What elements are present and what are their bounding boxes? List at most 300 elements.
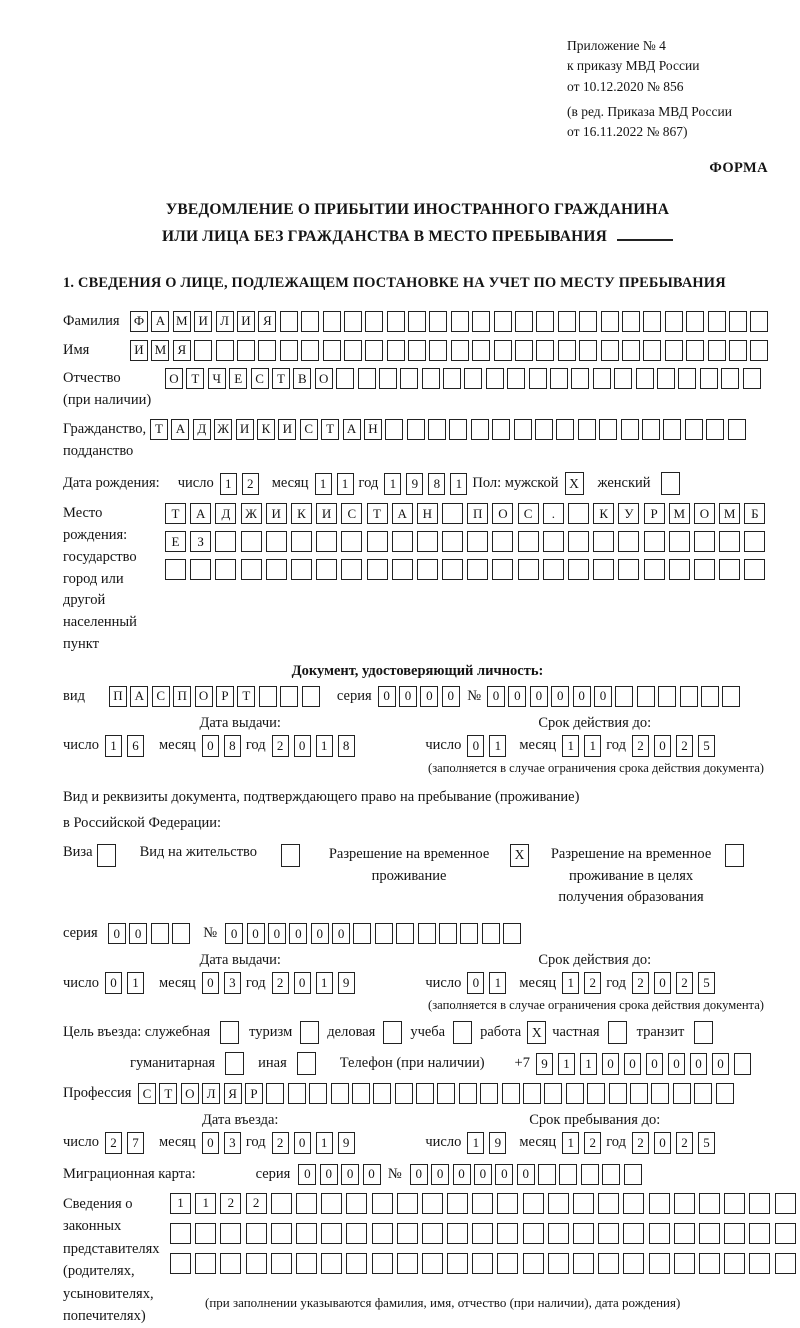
char-cell[interactable] <box>643 340 661 361</box>
char-cell[interactable] <box>578 419 596 440</box>
char-cell[interactable] <box>729 311 747 332</box>
char-cell[interactable]: О <box>492 503 513 524</box>
char-cell[interactable] <box>518 531 539 552</box>
char-cell[interactable]: К <box>291 503 312 524</box>
char-cell[interactable]: 1 <box>316 735 333 757</box>
char-cell[interactable] <box>622 340 640 361</box>
char-cell[interactable] <box>694 531 715 552</box>
char-cell[interactable]: 0 <box>247 923 265 944</box>
char-cell[interactable] <box>372 1193 393 1214</box>
char-cell[interactable] <box>694 559 715 580</box>
char-cell[interactable] <box>750 311 768 332</box>
char-cell[interactable]: 0 <box>474 1164 492 1185</box>
char-cell[interactable]: Е <box>229 368 247 389</box>
purpose-other-checkbox[interactable] <box>297 1052 316 1075</box>
char-cell[interactable] <box>744 531 765 552</box>
char-cell[interactable] <box>246 1223 267 1244</box>
char-cell[interactable] <box>365 311 383 332</box>
char-cell[interactable] <box>573 1193 594 1214</box>
char-cell[interactable] <box>579 340 597 361</box>
char-cell[interactable] <box>397 1223 418 1244</box>
char-cell[interactable]: 3 <box>224 1132 241 1154</box>
char-cell[interactable] <box>172 923 190 944</box>
char-cell[interactable] <box>341 559 362 580</box>
char-cell[interactable]: С <box>251 368 269 389</box>
char-cell[interactable] <box>599 419 617 440</box>
temp-permit-edu-checkbox[interactable] <box>725 844 744 867</box>
char-cell[interactable] <box>417 531 438 552</box>
char-cell[interactable] <box>429 311 447 332</box>
char-cell[interactable]: Я <box>224 1083 242 1104</box>
char-cell[interactable]: М <box>719 503 740 524</box>
char-cell[interactable] <box>271 1223 292 1244</box>
char-cell[interactable]: 1 <box>384 473 401 495</box>
char-cell[interactable] <box>523 1223 544 1244</box>
char-cell[interactable] <box>194 340 212 361</box>
char-cell[interactable] <box>497 1223 518 1244</box>
char-cell[interactable]: Т <box>321 419 339 440</box>
char-cell[interactable]: М <box>173 311 191 332</box>
char-cell[interactable]: 7 <box>127 1132 144 1154</box>
char-cell[interactable] <box>451 340 469 361</box>
char-cell[interactable]: 0 <box>431 1164 449 1185</box>
char-cell[interactable] <box>579 311 597 332</box>
char-cell[interactable]: 1 <box>489 972 506 994</box>
temp-permit-checkbox[interactable]: X <box>510 844 529 867</box>
char-cell[interactable] <box>367 559 388 580</box>
char-cell[interactable] <box>215 531 236 552</box>
char-cell[interactable] <box>190 559 211 580</box>
char-cell[interactable] <box>486 368 504 389</box>
residence-permit-checkbox[interactable] <box>281 844 300 867</box>
char-cell[interactable]: И <box>236 419 254 440</box>
char-cell[interactable]: Н <box>364 419 382 440</box>
char-cell[interactable]: О <box>195 686 213 707</box>
char-cell[interactable]: О <box>315 368 333 389</box>
char-cell[interactable] <box>375 923 393 944</box>
char-cell[interactable] <box>644 531 665 552</box>
char-cell[interactable] <box>396 923 414 944</box>
char-cell[interactable] <box>321 1223 342 1244</box>
char-cell[interactable]: 0 <box>341 1164 359 1185</box>
char-cell[interactable] <box>422 368 440 389</box>
char-cell[interactable] <box>734 1053 751 1075</box>
char-cell[interactable] <box>417 559 438 580</box>
char-cell[interactable] <box>494 340 512 361</box>
char-cell[interactable] <box>643 311 661 332</box>
purpose-study-checkbox[interactable] <box>453 1021 472 1044</box>
char-cell[interactable] <box>258 340 276 361</box>
char-cell[interactable] <box>673 1083 691 1104</box>
char-cell[interactable]: 1 <box>562 972 579 994</box>
sex-female-checkbox[interactable] <box>661 472 680 495</box>
char-cell[interactable] <box>728 419 746 440</box>
char-cell[interactable] <box>385 419 403 440</box>
char-cell[interactable] <box>447 1253 468 1274</box>
char-cell[interactable] <box>657 368 675 389</box>
char-cell[interactable]: 0 <box>487 686 505 707</box>
char-cell[interactable] <box>170 1253 191 1274</box>
char-cell[interactable] <box>514 419 532 440</box>
char-cell[interactable] <box>497 1253 518 1274</box>
char-cell[interactable]: К <box>593 503 614 524</box>
char-cell[interactable] <box>395 1083 413 1104</box>
char-cell[interactable] <box>669 559 690 580</box>
char-cell[interactable]: 1 <box>220 473 237 495</box>
char-cell[interactable]: Т <box>150 419 168 440</box>
char-cell[interactable] <box>729 340 747 361</box>
char-cell[interactable] <box>621 419 639 440</box>
char-cell[interactable] <box>678 368 696 389</box>
char-cell[interactable] <box>266 1083 284 1104</box>
char-cell[interactable] <box>515 311 533 332</box>
char-cell[interactable] <box>195 1223 216 1244</box>
char-cell[interactable]: 9 <box>338 1132 355 1154</box>
char-cell[interactable] <box>571 368 589 389</box>
char-cell[interactable] <box>699 1193 720 1214</box>
char-cell[interactable]: 1 <box>337 473 354 495</box>
char-cell[interactable] <box>651 1083 669 1104</box>
char-cell[interactable] <box>618 559 639 580</box>
char-cell[interactable] <box>397 1253 418 1274</box>
char-cell[interactable] <box>724 1253 745 1274</box>
char-cell[interactable]: Я <box>173 340 191 361</box>
char-cell[interactable] <box>550 368 568 389</box>
char-cell[interactable] <box>443 368 461 389</box>
char-cell[interactable]: 0 <box>202 972 219 994</box>
char-cell[interactable] <box>165 559 186 580</box>
char-cell[interactable]: 0 <box>646 1053 663 1075</box>
char-cell[interactable]: И <box>130 340 148 361</box>
char-cell[interactable]: 1 <box>489 735 506 757</box>
char-cell[interactable]: 1 <box>580 1053 597 1075</box>
char-cell[interactable] <box>220 1223 241 1244</box>
char-cell[interactable] <box>581 1164 599 1185</box>
char-cell[interactable]: А <box>392 503 413 524</box>
char-cell[interactable] <box>451 311 469 332</box>
char-cell[interactable] <box>353 923 371 944</box>
char-cell[interactable]: 0 <box>668 1053 685 1075</box>
char-cell[interactable] <box>649 1253 670 1274</box>
char-cell[interactable] <box>439 923 457 944</box>
char-cell[interactable] <box>492 559 513 580</box>
char-cell[interactable] <box>699 1223 720 1244</box>
char-cell[interactable]: С <box>152 686 170 707</box>
char-cell[interactable] <box>472 340 490 361</box>
char-cell[interactable] <box>460 923 478 944</box>
char-cell[interactable] <box>518 559 539 580</box>
char-cell[interactable]: А <box>343 419 361 440</box>
char-cell[interactable]: И <box>278 419 296 440</box>
char-cell[interactable] <box>447 1223 468 1244</box>
char-cell[interactable]: Ж <box>241 503 262 524</box>
char-cell[interactable]: 0 <box>294 972 311 994</box>
char-cell[interactable]: 0 <box>202 1132 219 1154</box>
char-cell[interactable]: Т <box>159 1083 177 1104</box>
char-cell[interactable]: 2 <box>584 1132 601 1154</box>
char-cell[interactable] <box>215 559 236 580</box>
char-cell[interactable]: 8 <box>428 473 445 495</box>
char-cell[interactable] <box>280 686 298 707</box>
char-cell[interactable] <box>538 1164 556 1185</box>
char-cell[interactable]: И <box>316 503 337 524</box>
char-cell[interactable] <box>775 1253 796 1274</box>
char-cell[interactable] <box>271 1253 292 1274</box>
char-cell[interactable] <box>593 368 611 389</box>
char-cell[interactable] <box>296 1193 317 1214</box>
char-cell[interactable] <box>644 559 665 580</box>
char-cell[interactable] <box>665 340 683 361</box>
char-cell[interactable] <box>674 1223 695 1244</box>
char-cell[interactable]: Т <box>186 368 204 389</box>
purpose-business-checkbox[interactable] <box>383 1021 402 1044</box>
char-cell[interactable]: 1 <box>562 735 579 757</box>
char-cell[interactable]: Р <box>245 1083 263 1104</box>
char-cell[interactable]: 0 <box>654 972 671 994</box>
char-cell[interactable] <box>246 1253 267 1274</box>
char-cell[interactable]: М <box>669 503 690 524</box>
char-cell[interactable] <box>346 1223 367 1244</box>
char-cell[interactable] <box>323 311 341 332</box>
char-cell[interactable] <box>346 1253 367 1274</box>
char-cell[interactable] <box>556 419 574 440</box>
char-cell[interactable] <box>266 559 287 580</box>
char-cell[interactable] <box>544 1083 562 1104</box>
char-cell[interactable]: М <box>151 340 169 361</box>
char-cell[interactable] <box>428 419 446 440</box>
char-cell[interactable] <box>418 923 436 944</box>
char-cell[interactable]: 0 <box>654 1132 671 1154</box>
char-cell[interactable]: 5 <box>698 1132 715 1154</box>
char-cell[interactable] <box>316 531 337 552</box>
char-cell[interactable]: 2 <box>632 1132 649 1154</box>
char-cell[interactable] <box>480 1083 498 1104</box>
char-cell[interactable]: 9 <box>406 473 423 495</box>
char-cell[interactable]: 1 <box>170 1193 191 1214</box>
char-cell[interactable] <box>422 1193 443 1214</box>
char-cell[interactable]: 9 <box>338 972 355 994</box>
char-cell[interactable]: С <box>341 503 362 524</box>
char-cell[interactable]: Ф <box>130 311 148 332</box>
char-cell[interactable] <box>749 1223 770 1244</box>
char-cell[interactable]: 0 <box>594 686 612 707</box>
char-cell[interactable]: 0 <box>363 1164 381 1185</box>
char-cell[interactable] <box>442 531 463 552</box>
char-cell[interactable]: И <box>237 311 255 332</box>
char-cell[interactable] <box>220 1253 241 1274</box>
char-cell[interactable]: О <box>165 368 183 389</box>
char-cell[interactable]: 1 <box>316 972 333 994</box>
char-cell[interactable] <box>447 1193 468 1214</box>
char-cell[interactable]: 9 <box>536 1053 553 1075</box>
char-cell[interactable] <box>566 1083 584 1104</box>
char-cell[interactable] <box>280 340 298 361</box>
char-cell[interactable] <box>598 1223 619 1244</box>
char-cell[interactable] <box>601 311 619 332</box>
char-cell[interactable] <box>649 1223 670 1244</box>
char-cell[interactable] <box>472 1193 493 1214</box>
char-cell[interactable] <box>392 559 413 580</box>
char-cell[interactable] <box>321 1253 342 1274</box>
char-cell[interactable] <box>266 531 287 552</box>
char-cell[interactable] <box>558 311 576 332</box>
char-cell[interactable]: С <box>300 419 318 440</box>
char-cell[interactable]: Т <box>367 503 388 524</box>
char-cell[interactable] <box>593 531 614 552</box>
char-cell[interactable] <box>400 368 418 389</box>
char-cell[interactable] <box>548 1253 569 1274</box>
char-cell[interactable] <box>237 340 255 361</box>
char-cell[interactable] <box>775 1193 796 1214</box>
char-cell[interactable] <box>686 340 704 361</box>
char-cell[interactable]: 5 <box>698 735 715 757</box>
purpose-work-checkbox[interactable]: X <box>527 1021 546 1044</box>
char-cell[interactable] <box>609 1083 627 1104</box>
char-cell[interactable] <box>636 368 654 389</box>
char-cell[interactable] <box>316 559 337 580</box>
char-cell[interactable] <box>674 1253 695 1274</box>
char-cell[interactable] <box>429 340 447 361</box>
char-cell[interactable] <box>706 419 724 440</box>
char-cell[interactable]: 0 <box>453 1164 471 1185</box>
char-cell[interactable] <box>665 311 683 332</box>
char-cell[interactable]: 0 <box>129 923 147 944</box>
char-cell[interactable] <box>663 419 681 440</box>
char-cell[interactable] <box>699 1253 720 1274</box>
char-cell[interactable]: 2 <box>220 1193 241 1214</box>
char-cell[interactable] <box>719 559 740 580</box>
char-cell[interactable]: А <box>171 419 189 440</box>
char-cell[interactable] <box>373 1083 391 1104</box>
char-cell[interactable] <box>346 1193 367 1214</box>
char-cell[interactable]: Р <box>216 686 234 707</box>
char-cell[interactable] <box>302 686 320 707</box>
char-cell[interactable]: Д <box>215 503 236 524</box>
char-cell[interactable] <box>716 1083 734 1104</box>
char-cell[interactable] <box>598 1253 619 1274</box>
char-cell[interactable] <box>573 1223 594 1244</box>
char-cell[interactable] <box>601 340 619 361</box>
char-cell[interactable]: Л <box>202 1083 220 1104</box>
char-cell[interactable]: 0 <box>108 923 126 944</box>
char-cell[interactable] <box>558 340 576 361</box>
char-cell[interactable] <box>536 340 554 361</box>
char-cell[interactable]: 0 <box>311 923 329 944</box>
purpose-tourism-checkbox[interactable] <box>300 1021 319 1044</box>
char-cell[interactable] <box>743 368 761 389</box>
char-cell[interactable] <box>529 368 547 389</box>
char-cell[interactable] <box>387 340 405 361</box>
char-cell[interactable]: 0 <box>378 686 396 707</box>
char-cell[interactable] <box>708 340 726 361</box>
char-cell[interactable]: Б <box>744 503 765 524</box>
char-cell[interactable] <box>321 1193 342 1214</box>
char-cell[interactable] <box>397 1193 418 1214</box>
char-cell[interactable]: И <box>266 503 287 524</box>
char-cell[interactable] <box>216 340 234 361</box>
sex-male-checkbox[interactable]: X <box>565 472 584 495</box>
char-cell[interactable] <box>724 1193 745 1214</box>
purpose-transit-checkbox[interactable] <box>694 1021 713 1044</box>
char-cell[interactable] <box>392 531 413 552</box>
char-cell[interactable]: 2 <box>584 972 601 994</box>
char-cell[interactable] <box>630 1083 648 1104</box>
char-cell[interactable]: О <box>181 1083 199 1104</box>
char-cell[interactable]: 1 <box>450 473 467 495</box>
char-cell[interactable]: И <box>194 311 212 332</box>
char-cell[interactable]: У <box>618 503 639 524</box>
char-cell[interactable]: С <box>138 1083 156 1104</box>
char-cell[interactable] <box>241 531 262 552</box>
char-cell[interactable] <box>379 368 397 389</box>
char-cell[interactable] <box>323 340 341 361</box>
char-cell[interactable] <box>700 368 718 389</box>
char-cell[interactable] <box>724 1223 745 1244</box>
char-cell[interactable] <box>494 311 512 332</box>
char-cell[interactable] <box>749 1193 770 1214</box>
char-cell[interactable]: 0 <box>467 735 484 757</box>
char-cell[interactable] <box>708 311 726 332</box>
char-cell[interactable] <box>573 1253 594 1274</box>
char-cell[interactable] <box>437 1083 455 1104</box>
char-cell[interactable] <box>649 1193 670 1214</box>
purpose-humanitarian-checkbox[interactable] <box>225 1052 244 1075</box>
char-cell[interactable]: 0 <box>105 972 122 994</box>
char-cell[interactable] <box>492 419 510 440</box>
char-cell[interactable] <box>280 311 298 332</box>
char-cell[interactable]: . <box>543 503 564 524</box>
char-cell[interactable]: 8 <box>338 735 355 757</box>
char-cell[interactable]: 2 <box>105 1132 122 1154</box>
char-cell[interactable] <box>241 559 262 580</box>
char-cell[interactable]: 0 <box>298 1164 316 1185</box>
char-cell[interactable] <box>492 531 513 552</box>
char-cell[interactable] <box>291 531 312 552</box>
char-cell[interactable]: 2 <box>632 735 649 757</box>
char-cell[interactable] <box>459 1083 477 1104</box>
char-cell[interactable]: 0 <box>332 923 350 944</box>
char-cell[interactable]: 0 <box>399 686 417 707</box>
char-cell[interactable] <box>622 311 640 332</box>
char-cell[interactable]: А <box>151 311 169 332</box>
char-cell[interactable]: 3 <box>224 972 241 994</box>
char-cell[interactable] <box>151 923 169 944</box>
char-cell[interactable] <box>744 559 765 580</box>
char-cell[interactable]: 2 <box>272 735 289 757</box>
char-cell[interactable]: 5 <box>698 972 715 994</box>
char-cell[interactable]: 0 <box>690 1053 707 1075</box>
char-cell[interactable] <box>568 531 589 552</box>
char-cell[interactable] <box>288 1083 306 1104</box>
char-cell[interactable] <box>559 1164 577 1185</box>
char-cell[interactable] <box>548 1193 569 1214</box>
char-cell[interactable] <box>543 531 564 552</box>
purpose-private-checkbox[interactable] <box>608 1021 627 1044</box>
char-cell[interactable] <box>775 1223 796 1244</box>
char-cell[interactable]: Р <box>644 503 665 524</box>
char-cell[interactable]: 2 <box>272 1132 289 1154</box>
char-cell[interactable] <box>482 923 500 944</box>
char-cell[interactable] <box>523 1083 541 1104</box>
char-cell[interactable] <box>722 686 740 707</box>
char-cell[interactable] <box>358 368 376 389</box>
char-cell[interactable] <box>331 1083 349 1104</box>
char-cell[interactable]: Д <box>193 419 211 440</box>
char-cell[interactable]: П <box>173 686 191 707</box>
char-cell[interactable] <box>422 1253 443 1274</box>
char-cell[interactable]: 0 <box>289 923 307 944</box>
char-cell[interactable] <box>301 340 319 361</box>
